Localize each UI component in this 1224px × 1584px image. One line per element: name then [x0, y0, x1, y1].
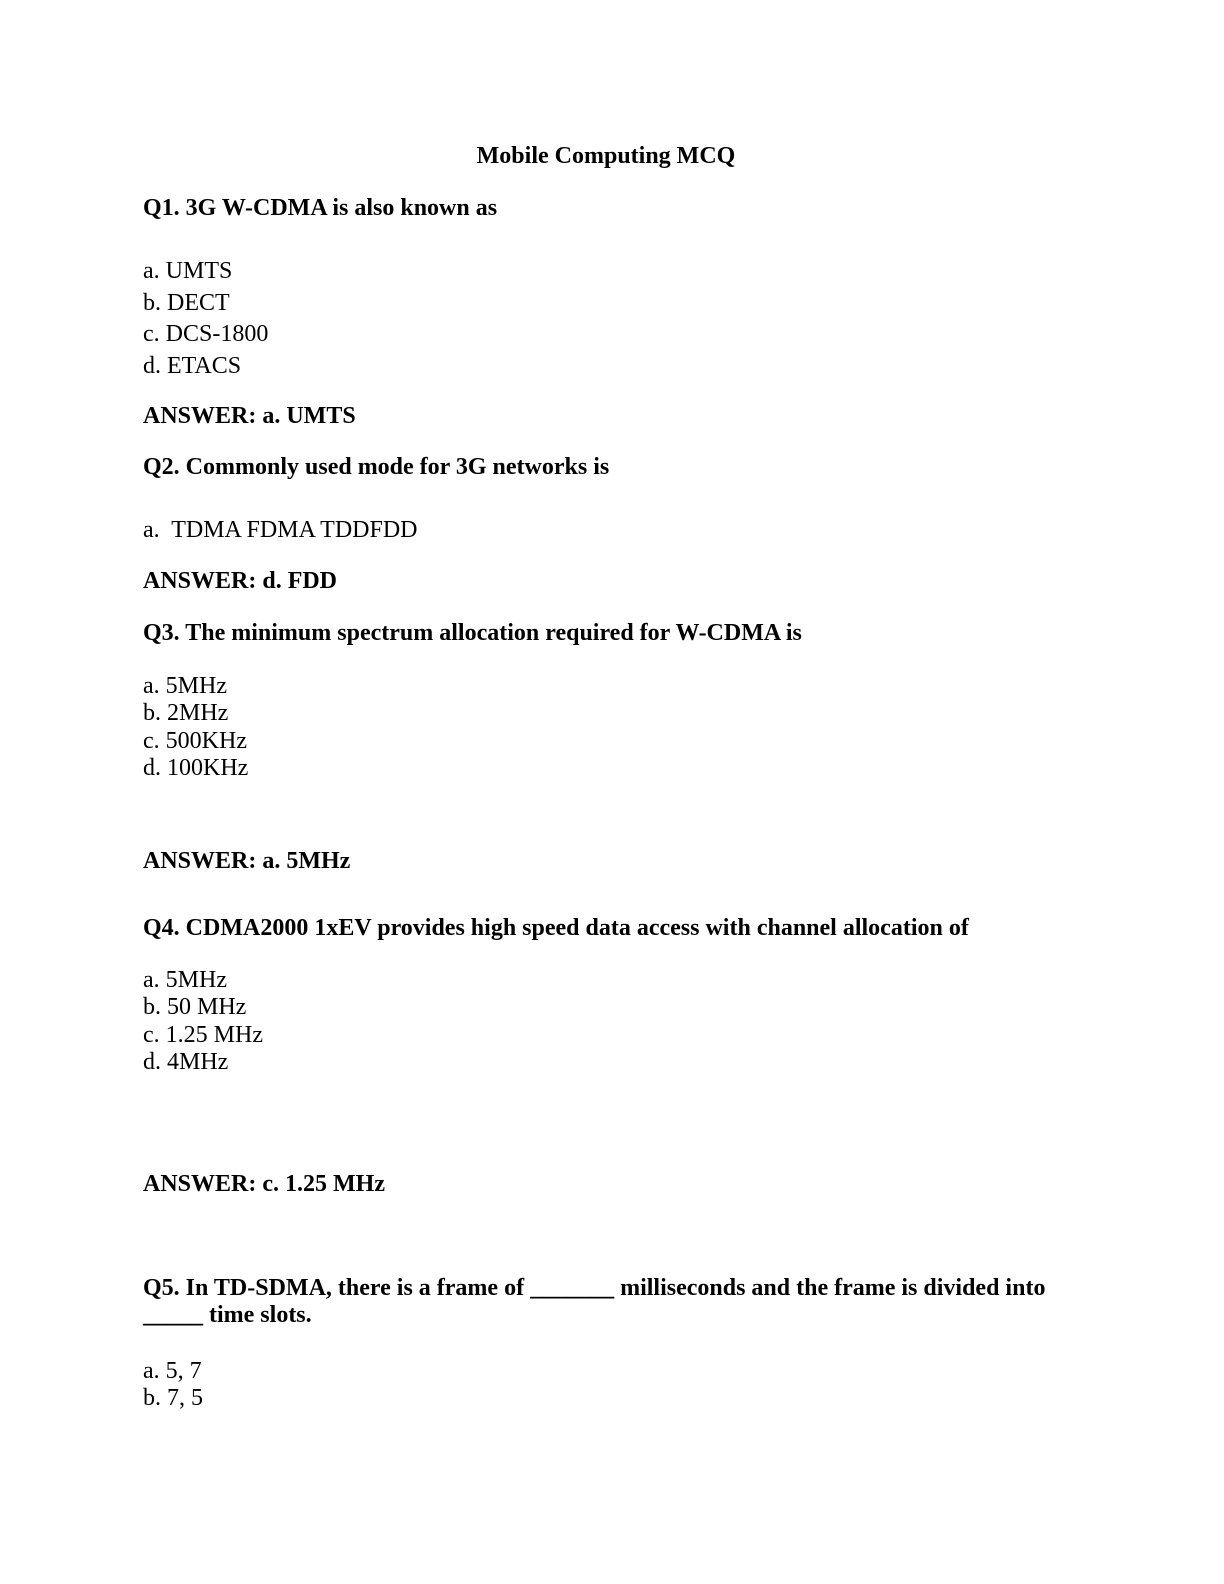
- question-1-options: [143, 256, 268, 382]
- question-2: Q2. Commonly used mode for 3G networks is: [143, 454, 610, 480]
- option-item: a. UMTS: [143, 258, 233, 284]
- option-item: c. 500KHz: [143, 727, 247, 754]
- answer-3: ANSWER: a. 5MHz: [143, 848, 351, 874]
- question-2-option: a. TDMA FDMA TDDFDD: [143, 517, 418, 543]
- question-4: Q4. CDMA2000 1xEV provides high speed data access with channel allocation of: [143, 915, 969, 941]
- option-item: b. 7, 5: [143, 1385, 203, 1412]
- option-item: b. 50 MHz: [143, 994, 247, 1021]
- option-item: d. 4MHz: [143, 1048, 229, 1075]
- answer-4: ANSWER: c. 1.25 MHz: [143, 1171, 385, 1197]
- page-title: Mobile Computing MCQ: [476, 143, 736, 169]
- question-5: Q5. In TD-SDMA, there is a frame of _______ milliseconds and the frame is divided into _____ time slots.: [143, 1275, 1046, 1328]
- answer-1: ANSWER: a. UMTS: [143, 403, 356, 429]
- question-3: Q3. The minimum spectrum allocation required for W-CDMA is: [143, 620, 802, 646]
- question-4-options: [143, 967, 263, 1076]
- option-item: d. ETACS: [143, 352, 242, 379]
- option-item: d. 100KHz: [143, 754, 249, 781]
- question-5-options: [143, 1358, 203, 1413]
- option-item: a. 5MHz: [143, 673, 227, 699]
- option-item: c. DCS-1800: [143, 321, 269, 347]
- question-3-options: [143, 673, 248, 782]
- question-1: Q1. 3G W-CDMA is also known as: [143, 195, 498, 221]
- option-item: b. DECT: [143, 289, 230, 316]
- answer-2: ANSWER: d. FDD: [143, 568, 338, 594]
- option-item: c. 1.25 MHz: [143, 1021, 263, 1048]
- option-item: a. 5, 7: [143, 1358, 202, 1384]
- option-item: b. 2MHz: [143, 700, 229, 727]
- option-item: a. 5MHz: [143, 967, 227, 993]
